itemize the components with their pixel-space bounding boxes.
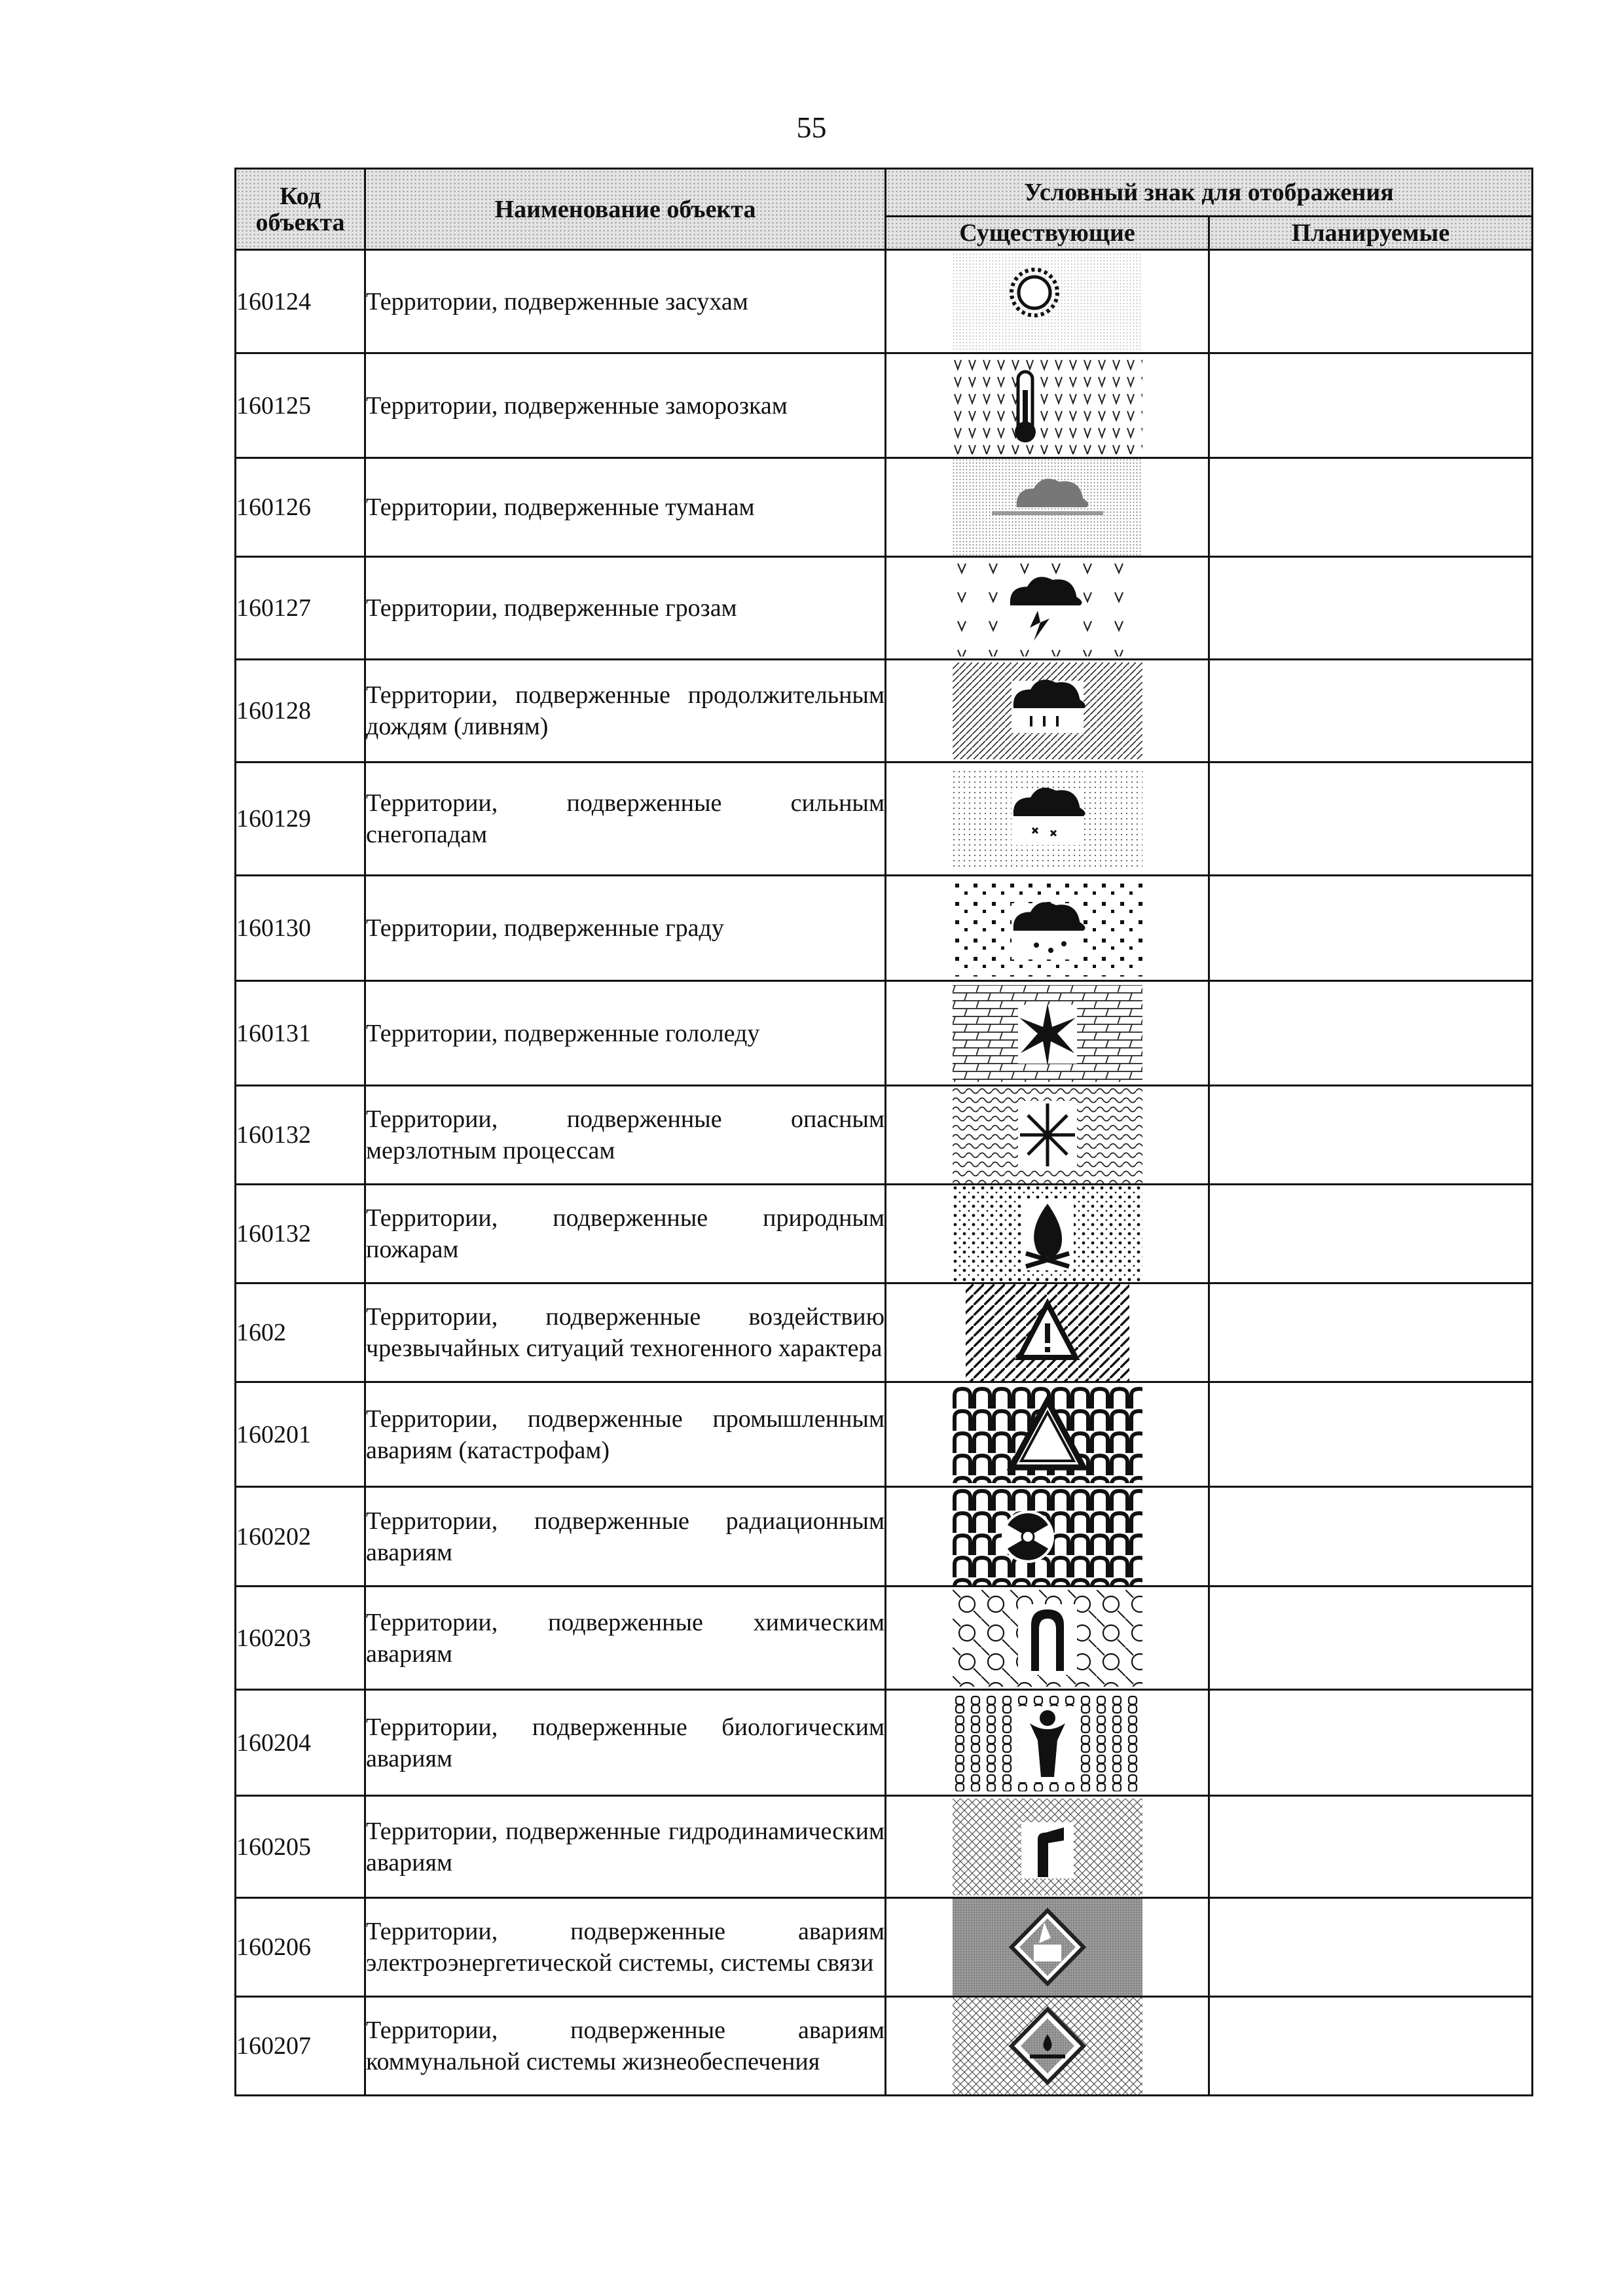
hail-cloud-icon (953, 880, 1142, 977)
planned-symbol-cell (1209, 353, 1533, 458)
object-name: Территории, подверженные гидродинамическим авариям (365, 1796, 886, 1898)
object-name: Территории, подверженные туманам (365, 458, 886, 557)
planned-symbol-cell (1209, 1382, 1533, 1487)
biological-icon (953, 1695, 1142, 1791)
snowfall-cloud-icon (953, 770, 1142, 867)
planned-symbol-cell (1209, 1796, 1533, 1898)
object-name: Территории, подверженные продолжительным дождям (ливням) (365, 660, 886, 762)
object-code: 160131 (236, 981, 365, 1086)
object-code: 160126 (236, 458, 365, 557)
object-name: Территории, подверженные воздействию чрезвычайных ситуаций техногенного характера (365, 1283, 886, 1382)
object-name: Территории, подверженные химическим авариям (365, 1587, 886, 1690)
existing-symbol-cell (886, 1898, 1209, 1997)
object-name: Территории, подверженные авариям коммунальной системы жизнеобеспечения (365, 1997, 886, 2096)
chemical-flask-icon (953, 1590, 1142, 1687)
existing-symbol-cell (886, 762, 1209, 876)
hydrodynamic-icon (953, 1799, 1142, 1895)
object-name: Территории, подверженные авариям электроэнергетической системы, системы связи (365, 1898, 886, 1997)
object-code: 160132 (236, 1086, 365, 1185)
object-code: 160129 (236, 762, 365, 876)
existing-symbol-cell (886, 1487, 1209, 1587)
object-name: Территории, подверженные засухам (365, 250, 886, 353)
planned-symbol-cell (1209, 660, 1533, 762)
table-row (236, 1796, 1533, 1898)
power-system-icon (953, 1899, 1142, 1996)
table-row (236, 876, 1533, 981)
object-code: 160205 (236, 1796, 365, 1898)
heavy-rain-cloud-icon (953, 662, 1142, 759)
existing-symbol-cell (886, 1382, 1209, 1487)
object-code: 160127 (236, 557, 365, 660)
existing-symbol-cell (886, 876, 1209, 981)
existing-symbol-cell (886, 353, 1209, 458)
object-code: 160130 (236, 876, 365, 981)
fog-cloud-icon (953, 459, 1142, 556)
object-code: 160207 (236, 1997, 365, 2096)
existing-symbol-cell (886, 1086, 1209, 1185)
ice-star-icon (953, 985, 1142, 1082)
header-planned: Планируемые (1209, 217, 1533, 250)
object-name: Территории, подверженные биологическим авариям (365, 1690, 886, 1796)
planned-symbol-cell (1209, 1185, 1533, 1283)
object-code: 160128 (236, 660, 365, 762)
page-number: 55 (796, 111, 827, 144)
table-row (236, 1086, 1533, 1185)
existing-symbol-cell (886, 250, 1209, 353)
table-row (236, 1690, 1533, 1796)
object-name: Территории, подверженные гололеду (365, 981, 886, 1086)
table-row (236, 353, 1533, 458)
planned-symbol-cell (1209, 1997, 1533, 2096)
existing-symbol-cell (886, 1690, 1209, 1796)
table-row (236, 1997, 1533, 2096)
object-code: 160203 (236, 1587, 365, 1690)
table-row (236, 1487, 1533, 1587)
industrial-accident-icon (953, 1386, 1142, 1483)
planned-symbol-cell (1209, 250, 1533, 353)
table-row (236, 1382, 1533, 1487)
object-code: 160206 (236, 1898, 365, 1997)
existing-symbol-cell (886, 981, 1209, 1086)
table-row (236, 1185, 1533, 1283)
thunderstorm-cloud-icon (953, 560, 1142, 656)
permafrost-snowflake-icon (953, 1086, 1142, 1183)
radiation-icon (953, 1488, 1142, 1585)
technogenic-warning-icon (953, 1284, 1142, 1381)
object-name: Территории, подверженные сильным снегопадам (365, 762, 886, 876)
legend-table (234, 168, 1533, 2096)
wildfire-flame-icon (953, 1185, 1142, 1282)
planned-symbol-cell (1209, 557, 1533, 660)
object-name: Территории, подверженные промышленным авариям (катастрофам) (365, 1382, 886, 1487)
object-code: 160132 (236, 1185, 365, 1283)
object-code: 160202 (236, 1487, 365, 1587)
existing-symbol-cell (886, 458, 1209, 557)
planned-symbol-cell (1209, 1690, 1533, 1796)
table-row (236, 981, 1533, 1086)
planned-symbol-cell (1209, 458, 1533, 557)
planned-symbol-cell (1209, 876, 1533, 981)
object-name: Территории, подверженные грозам (365, 557, 886, 660)
table-row (236, 660, 1533, 762)
object-name: Территории, подверженные граду (365, 876, 886, 981)
object-name: Территории, подверженные заморозкам (365, 353, 886, 458)
planned-symbol-cell (1209, 1283, 1533, 1382)
existing-symbol-cell (886, 660, 1209, 762)
utility-system-icon (953, 1998, 1142, 2094)
header-code: Код объекта (236, 169, 365, 250)
drought-sun-icon (953, 253, 1142, 350)
planned-symbol-cell (1209, 1587, 1533, 1690)
header-symbol: Условный знак для отображения (886, 169, 1533, 217)
frost-thermometer-icon (953, 357, 1142, 454)
table-row (236, 250, 1533, 353)
object-code: 160204 (236, 1690, 365, 1796)
table-row (236, 557, 1533, 660)
object-code: 160201 (236, 1382, 365, 1487)
existing-symbol-cell (886, 1283, 1209, 1382)
object-name: Территории, подверженные радиационным авариям (365, 1487, 886, 1587)
existing-symbol-cell (886, 557, 1209, 660)
object-code: 160125 (236, 353, 365, 458)
object-name: Территории, подверженные опасным мерзлотным процессам (365, 1086, 886, 1185)
existing-symbol-cell (886, 1587, 1209, 1690)
planned-symbol-cell (1209, 1898, 1533, 1997)
header-name: Наименование объекта (365, 169, 886, 250)
table-row (236, 1898, 1533, 1997)
existing-symbol-cell (886, 1185, 1209, 1283)
table-row (236, 762, 1533, 876)
table-row (236, 458, 1533, 557)
legend-rows (236, 250, 1533, 2096)
planned-symbol-cell (1209, 1086, 1533, 1185)
planned-symbol-cell (1209, 762, 1533, 876)
table-row (236, 1283, 1533, 1382)
table-row (236, 1587, 1533, 1690)
existing-symbol-cell (886, 1796, 1209, 1898)
existing-symbol-cell (886, 1997, 1209, 2096)
planned-symbol-cell (1209, 981, 1533, 1086)
planned-symbol-cell (1209, 1487, 1533, 1587)
object-code: 1602 (236, 1283, 365, 1382)
object-name: Территории, подверженные природным пожарам (365, 1185, 886, 1283)
header-existing: Существующие (886, 217, 1209, 250)
object-code: 160124 (236, 250, 365, 353)
